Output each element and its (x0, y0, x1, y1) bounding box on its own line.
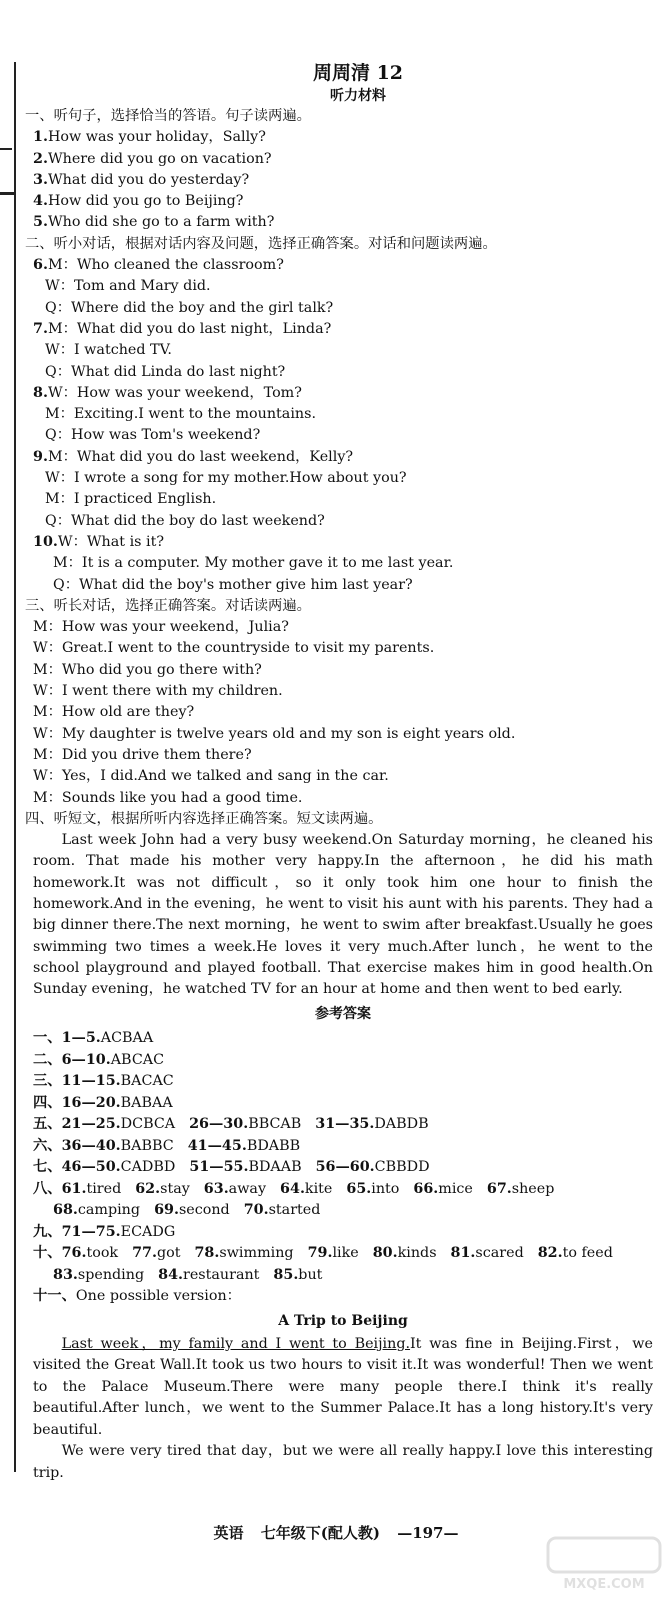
sentence-item (33, 149, 653, 170)
answer-label: 85. (273, 1266, 299, 1283)
answer-group (33, 1071, 174, 1093)
item-number: 5. (33, 214, 48, 231)
dialog-line: M：Did you drive them there? (33, 746, 252, 763)
answer-label: 十、76. (33, 1245, 87, 1262)
section-title-listening: 听力材料 (330, 88, 386, 104)
dialog-text: M：What did you do last weekend，Kelly? (47, 448, 354, 465)
answer-group (154, 1200, 230, 1222)
answer-value: got (156, 1245, 181, 1262)
answer-label: 81. (450, 1245, 476, 1262)
dialog-line (33, 489, 653, 510)
watermark-text: MXQE.COM (563, 1577, 645, 1592)
answer-value: BABAA (120, 1094, 173, 1111)
essay-paragraph-1-rest: It was fine in Beijing.First，we visited the Great Wall.It took us two hours to visit it.It was wonderful! Then we went to the Palace Museum.There were many people there.I think it's really beautiful.After lunch，we went to the Summer Palace.It has a long history.It's very beautiful. (33, 1335, 653, 1438)
answer-value: DABDB (374, 1116, 429, 1133)
item-number: 6. (33, 257, 48, 274)
answer-value: ACBAA (100, 1030, 154, 1047)
answer-value: BDAAB (248, 1159, 302, 1176)
part2-heading: 二、听小对话，根据对话内容及问题，选择正确答案。对话和问题读两遍。 (25, 235, 497, 252)
sentence-item (33, 212, 653, 233)
dialog-text: W：I wrote a song for my mother.How about you? (45, 470, 407, 487)
dialog-line: M：How was your weekend，Julia? (33, 619, 289, 636)
item-number: 1. (33, 129, 48, 146)
part4-passage: Last week John had a very busy weekend.On Saturday morning，he cleaned his room. That made his mother very happy.In the afternoon，he did his math homework.It was not difficult，so it only took him one hour to finish the homework.And in the evening，he went to visit his aunt with his parents. They had a big dinner there.The next morning，he went to swim after breakfast.Usually he goes swimming two times a week.He loves it very much.After lunch，he went to the school playground and played football. That exercise makes him in good health.On Sunday evening，he watched TV for an hour at home and then went to bed early. (33, 832, 653, 998)
answer-value: DCBCA (120, 1116, 176, 1133)
answer-value: to feed (562, 1245, 613, 1262)
footer-page-number: —197— (397, 1524, 459, 1542)
item-number: 4. (33, 193, 48, 210)
answer-label: 26—30. (189, 1116, 249, 1133)
item-text: Where did you go on vacation? (47, 150, 272, 167)
answer-value: mice (438, 1180, 473, 1197)
answer-group (413, 1179, 472, 1201)
essay-title: A Trip to Beijing (278, 1312, 408, 1329)
answer-group (538, 1243, 613, 1265)
answer-group (33, 1028, 153, 1050)
answer-label: 66. (413, 1180, 439, 1197)
answer-value: CADBD (120, 1159, 176, 1176)
page-content (25, 60, 653, 1484)
dialog-line (33, 276, 653, 297)
answer-value: kite (304, 1180, 333, 1197)
answer-group (158, 1265, 259, 1287)
item-number: 10. (33, 533, 58, 550)
answer-label: 63. (203, 1180, 229, 1197)
answer-group (53, 1200, 140, 1222)
answer-value: stay (160, 1180, 190, 1197)
footer-grade: 七年级下(配人教) (260, 1524, 380, 1542)
item-number: 2. (33, 150, 48, 167)
dialog-line: W：Great.I went to the countryside to visit my parents. (33, 640, 435, 657)
dialog-text: Q：What did the boy's mother give him last year? (53, 576, 413, 593)
dialog-text: M：It is a computer. My mother gave it to me last year. (53, 555, 454, 572)
answer-group (280, 1179, 332, 1201)
answer-value: swimming (219, 1245, 294, 1262)
answer-group (33, 1179, 121, 1201)
answer-label: 78. (194, 1245, 220, 1262)
item-text: Who did she go to a farm with? (47, 214, 275, 231)
dialog-line (33, 532, 653, 553)
answer-key (33, 1028, 653, 1308)
answer-group (132, 1243, 180, 1265)
item-text: How did you go to Beijing? (47, 193, 244, 210)
dialog-text: Q：What did Linda do last night? (45, 363, 286, 380)
answer-label: 51—55. (189, 1159, 249, 1176)
dialog-line (33, 511, 653, 532)
answer-label: 77. (132, 1245, 157, 1262)
part3-heading: 三、听长对话，选择正确答案。对话读两遍。 (25, 597, 311, 614)
answer-group (33, 1114, 175, 1136)
dialog-line (33, 362, 653, 383)
answer-label: 64. (280, 1180, 305, 1197)
answer-label: 31—35. (315, 1116, 375, 1133)
answer-value: ECADG (120, 1223, 176, 1240)
answer-group (33, 1243, 118, 1265)
dialog-line (33, 575, 653, 596)
item-text: What did you do yesterday? (47, 171, 250, 188)
answer-value: BDABB (246, 1137, 301, 1154)
answer-group (33, 1050, 164, 1072)
dialog-line (33, 383, 653, 404)
answer-row (33, 1114, 653, 1136)
dialog-line (33, 340, 653, 361)
answer-group (273, 1265, 322, 1287)
answer-value: restaurant (183, 1266, 260, 1283)
answer-label: 65. (346, 1180, 372, 1197)
part1-list (33, 127, 653, 233)
answer-label: 五、21—25. (33, 1116, 121, 1133)
answer-group (373, 1243, 437, 1265)
answer-group (189, 1114, 301, 1136)
answer-group (188, 1136, 300, 1158)
sentence-item (33, 191, 653, 212)
answer-value: BACAC (120, 1073, 174, 1090)
answer-value: took (86, 1245, 119, 1262)
answer-value: spending (77, 1266, 145, 1283)
essay-paragraph-2: We were very tired that day，but we were all really happy.I love this interesting trip. (33, 1443, 653, 1481)
answer-group (244, 1200, 321, 1222)
dialog-line (33, 298, 653, 319)
part3-dialog (33, 617, 653, 809)
answer-group (316, 1157, 430, 1179)
answer-label: 九、71—75. (33, 1223, 121, 1240)
answer-value: kinds (397, 1245, 437, 1262)
page-title: 周周清 12 (312, 62, 404, 84)
watermark-logo-icon (544, 1534, 664, 1594)
answer-label: 八、61. (33, 1180, 87, 1197)
answer-value: sheep (511, 1180, 555, 1197)
answer-row (33, 1093, 653, 1115)
answer-row (33, 1157, 653, 1179)
answer-value: camping (77, 1202, 141, 1219)
answer-group (308, 1243, 359, 1265)
answer-group (33, 1136, 174, 1158)
answer-label: 79. (307, 1245, 333, 1262)
sentence-item (33, 127, 653, 148)
answer-label: 七、46—50. (33, 1159, 121, 1176)
answer-value: One possible version： (75, 1288, 241, 1305)
answer-group (315, 1114, 428, 1136)
dialog-text: M：Exciting.I went to the mountains. (45, 406, 316, 423)
dialog-line: M：Sounds like you had a good time. (33, 789, 303, 806)
answer-group (194, 1243, 293, 1265)
dialog-line: M：Who did you go there with? (33, 661, 262, 678)
dialog-line (33, 447, 653, 468)
answer-value: started (268, 1202, 321, 1219)
dialog-text: M：I practiced English. (45, 491, 217, 508)
dialog-line (33, 319, 653, 340)
answer-label: 十一、 (33, 1288, 76, 1305)
answer-value: ABCAC (110, 1051, 165, 1068)
answer-label: 83. (53, 1266, 78, 1283)
answer-label: 69. (154, 1202, 179, 1219)
answer-group (135, 1179, 190, 1201)
answer-group (33, 1222, 175, 1244)
answer-row (33, 1286, 653, 1308)
footer-subject: 英语 (213, 1524, 244, 1542)
answer-value: tired (86, 1180, 122, 1197)
answer-label: 67. (486, 1180, 512, 1197)
answer-label: 62. (135, 1180, 161, 1197)
answer-group (33, 1157, 175, 1179)
answer-group (33, 1286, 241, 1308)
item-number: 8. (33, 384, 48, 401)
dialog-line: W：My daughter is twelve years old and my son is eight years old. (33, 725, 516, 742)
answer-row (33, 1028, 653, 1050)
answer-value: second (178, 1202, 230, 1219)
answer-label: 80. (372, 1245, 398, 1262)
answers-title: 参考答案 (315, 1006, 371, 1023)
dialog-text: M：Who cleaned the classroom? (47, 257, 284, 274)
answer-group (53, 1265, 144, 1287)
answer-label: 70. (243, 1202, 269, 1219)
answer-label: 二、6—10. (33, 1051, 111, 1068)
essay-underlined-sentence: Last week，my family and I went to Beijing. (61, 1335, 411, 1352)
answer-label: 82. (537, 1245, 563, 1262)
answer-row (33, 1136, 653, 1158)
answer-value: but (298, 1266, 323, 1283)
answer-group (189, 1157, 301, 1179)
answer-group (204, 1179, 266, 1201)
answer-row (33, 1265, 653, 1287)
dialog-line (33, 404, 653, 425)
answer-value: like (332, 1245, 359, 1262)
dialog-text: Q：What did the boy do last weekend? (45, 512, 325, 529)
answer-label: 一、1—5. (33, 1030, 101, 1047)
answer-group (33, 1093, 173, 1115)
answer-value: BBCAB (248, 1116, 302, 1133)
dialog-line (33, 255, 653, 276)
left-margin-rule (14, 62, 16, 1472)
dialog-text: Q：How was Tom's weekend? (45, 427, 261, 444)
item-number: 7. (33, 320, 48, 337)
dialog-line (33, 425, 653, 446)
answer-label: 84. (158, 1266, 183, 1283)
answer-value: CBBDD (374, 1159, 430, 1176)
answer-label: 三、11—15. (33, 1073, 121, 1090)
dialog-text: W：How was your weekend，Tom? (47, 384, 302, 401)
answer-group (451, 1243, 524, 1265)
margin-tick (0, 192, 14, 195)
dialog-line: M：How old are they? (33, 704, 195, 721)
sentence-item (33, 170, 653, 191)
dialog-text: W：What is it? (57, 533, 165, 550)
dialog-text: Q：Where did the boy and the girl talk? (45, 299, 334, 316)
answer-value: BABBC (120, 1137, 174, 1154)
answer-value: away (228, 1180, 267, 1197)
answer-label: 68. (53, 1202, 78, 1219)
answer-group (487, 1179, 555, 1201)
answer-group (346, 1179, 399, 1201)
item-text: How was your holiday，Sally? (47, 129, 266, 146)
dialog-text: M：What did you do last night，Linda? (47, 320, 332, 337)
dialog-line: W：I went there with my children. (33, 683, 283, 700)
dialog-text: W：Tom and Mary did. (45, 278, 211, 295)
essay-paragraph-1 (33, 1334, 653, 1442)
answer-row (33, 1200, 653, 1222)
answer-row (33, 1179, 653, 1201)
dialog-line (33, 468, 653, 489)
item-number: 3. (33, 171, 48, 188)
part4-heading: 四、听短文，根据所听内容选择正确答案。短文读两遍。 (25, 810, 383, 827)
part1-heading: 一、听句子，选择恰当的答语。句子读两遍。 (25, 108, 311, 124)
answer-row (33, 1222, 653, 1244)
answer-row (33, 1050, 653, 1072)
margin-tick (0, 148, 12, 150)
dialog-line: W：Yes，I did.And we talked and sang in the car. (33, 768, 389, 785)
answer-value: scared (475, 1245, 524, 1262)
answer-row (33, 1243, 653, 1265)
answer-label: 56—60. (315, 1159, 375, 1176)
answer-row (33, 1071, 653, 1093)
item-number: 9. (33, 448, 48, 465)
answer-value: into (371, 1180, 400, 1197)
answer-label: 41—45. (187, 1137, 247, 1154)
answer-label: 六、36—40. (33, 1137, 121, 1154)
part2-dialogs (33, 255, 653, 596)
dialog-text: W：I watched TV. (45, 342, 172, 359)
dialog-line (33, 553, 653, 574)
answer-label: 四、16—20. (33, 1094, 121, 1111)
